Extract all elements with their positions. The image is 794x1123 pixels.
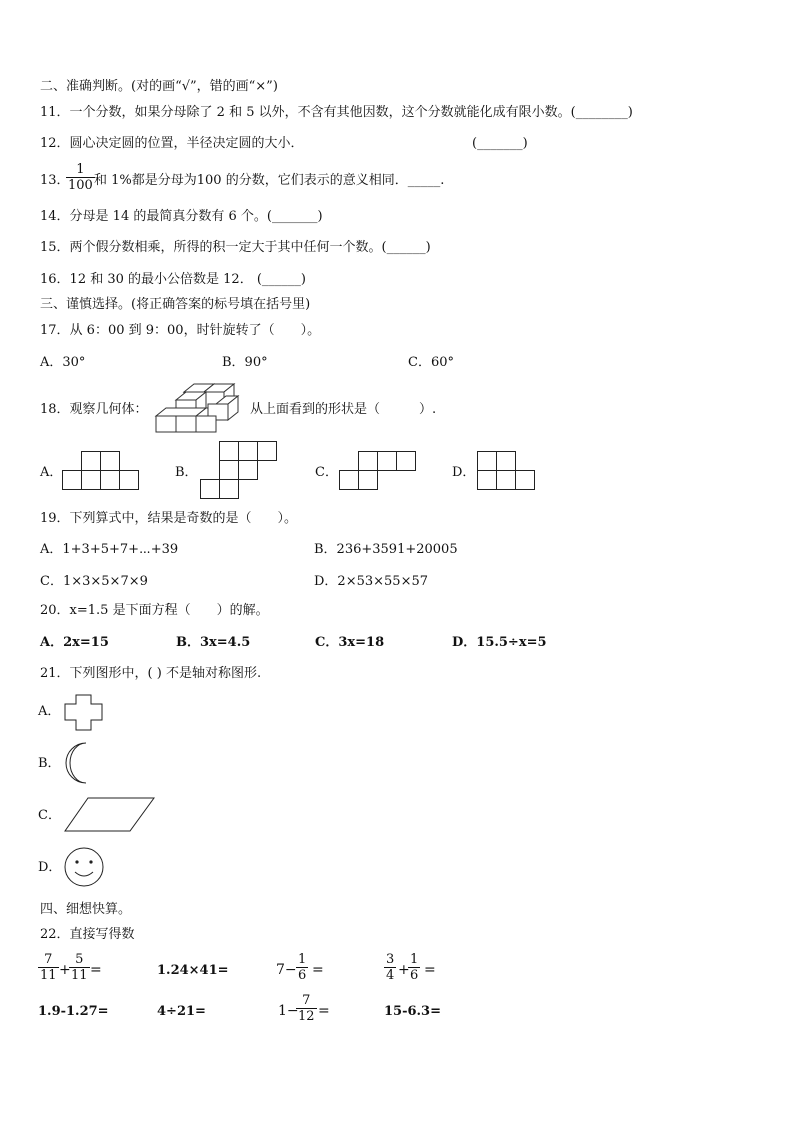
equals-sign: =	[312, 962, 324, 978]
fraction-1-6	[408, 952, 420, 983]
crescent-moon-shape[interactable]	[62, 741, 96, 785]
plus-sign: +	[59, 962, 71, 978]
question-22-stem: 22．直接写得数	[40, 927, 135, 942]
fraction-1-6	[296, 952, 308, 983]
equals-sign: =	[424, 962, 436, 978]
question-13-number: 13．	[40, 173, 70, 188]
question-text: 12 和 30 的最小公倍数是 12． (______)	[69, 272, 306, 287]
calc-1-minus: 1−	[278, 1003, 299, 1019]
question-number: 14．	[40, 209, 70, 224]
calc-4-div-21: 4÷21=	[157, 1004, 206, 1019]
calc-7-minus: 7−	[276, 962, 297, 978]
fraction-denominator: 6	[298, 968, 307, 983]
q21-option-a-label[interactable]: A．	[38, 704, 61, 719]
q19-option-c[interactable]: C．1×3×5×7×9	[40, 574, 148, 589]
question-text: 分母是 14 的最简真分数有 6 个。(_______)	[69, 209, 323, 224]
parallelogram-shape[interactable]	[64, 797, 156, 833]
fraction-denominator: 4	[386, 968, 395, 983]
question-11	[40, 105, 633, 121]
question-text: 两个假分数相乘，所得的积一定大于其中任何一个数。(______)	[69, 240, 431, 255]
fraction-5-11	[69, 952, 90, 983]
q20-option-d[interactable]: D．15.5÷x=5	[452, 635, 547, 650]
calc-15-minus-6-3: 15-6.3=	[384, 1004, 441, 1019]
fraction-7-12	[296, 993, 317, 1024]
fraction-7-11	[38, 952, 59, 983]
q20-option-a[interactable]: A．2x=15	[40, 635, 109, 650]
question-text: 圆心决定圆的位置，半径决定圆的大小．	[69, 136, 304, 151]
fraction-denominator: 6	[410, 968, 419, 983]
q19-option-b[interactable]: B．236+3591+20005	[314, 542, 458, 557]
q17-option-c[interactable]: C．60°	[408, 355, 454, 370]
question-18-stem-post: 从上面看到的形状是（ ）.	[250, 402, 437, 417]
question-number: 11．	[40, 105, 70, 120]
fraction-numerator: 1	[66, 162, 95, 178]
cross-shape[interactable]	[64, 694, 104, 732]
fraction-denominator: 12	[298, 1009, 315, 1024]
question-19-stem: 19．下列算式中，结果是奇数的是（ ）。	[40, 511, 298, 526]
fraction-1-over-100	[66, 162, 95, 193]
q18-option-d-grid[interactable]	[477, 451, 537, 491]
question-number: 15．	[40, 240, 70, 255]
question-17-stem: 17．从 6：00 到 9：00，时针旋转了（ ）。	[40, 323, 321, 338]
question-13-text: 和 1%都是分母为100 的分数，它们表示的意义相同．_____.	[94, 173, 445, 188]
question-18-stem-pre: 18．观察几何体：	[40, 402, 148, 417]
fraction-denominator: 11	[40, 968, 57, 983]
fraction-denominator: 11	[71, 968, 88, 983]
q18-option-c-label[interactable]: C．	[315, 465, 338, 480]
section-2-title: 二、准确判断。(对的画“√”，错的画“×”)	[40, 79, 278, 94]
q18-option-d-label[interactable]: D．	[452, 465, 476, 480]
question-14	[40, 209, 323, 225]
answer-blank-12[interactable]: (_______)	[472, 136, 528, 151]
q17-option-b[interactable]: B．90°	[222, 355, 268, 370]
fraction-numerator: 3	[386, 952, 395, 967]
question-number: 12．	[40, 136, 70, 151]
equals-sign: =	[318, 1003, 330, 1019]
q17-option-a[interactable]: A．30°	[40, 355, 86, 370]
q21-option-d-label[interactable]: D．	[38, 860, 62, 875]
fraction-numerator: 7	[38, 952, 59, 968]
q18-option-b-label[interactable]: B．	[175, 465, 198, 480]
q19-option-a[interactable]: A．1+3+5+7+⋯+39	[40, 542, 179, 557]
fraction-numerator: 7	[296, 993, 317, 1009]
equals-sign: =	[90, 962, 102, 978]
question-number: 16．	[40, 272, 70, 287]
question-16	[40, 272, 306, 288]
question-12	[40, 136, 304, 152]
question-15	[40, 240, 431, 256]
section-4-title: 四、细想快算。	[40, 902, 132, 917]
question-21-stem: 21．下列图形中，( ) 不是轴对称图形.	[40, 666, 262, 681]
q19-option-d[interactable]: D．2×53×55×57	[314, 574, 428, 589]
plus-sign: +	[398, 962, 410, 978]
calc-1-9-minus-1-27: 1.9-1.27=	[38, 1004, 109, 1019]
calc-1-24x41: 1.24×41=	[157, 963, 229, 978]
section-3-title: 三、谨慎选择。(将正确答案的标号填在括号里)	[40, 297, 311, 312]
q20-option-b[interactable]: B．3x=4.5	[176, 635, 251, 650]
q18-option-b-grid[interactable]	[200, 441, 278, 499]
question-text: 一个分数，如果分母除了 2 和 5 以外，不含有其他因数，这个分数就能化成有限小数。(________)	[69, 105, 633, 120]
fraction-numerator: 5	[69, 952, 90, 968]
q21-option-b-label[interactable]: B．	[38, 756, 61, 771]
q20-option-c[interactable]: C．3x=18	[315, 635, 385, 650]
fraction-numerator: 1	[410, 952, 419, 967]
smiley-face-shape[interactable]	[64, 847, 106, 889]
fraction-denominator: 100	[68, 178, 93, 193]
q18-option-a-label[interactable]: A．	[40, 465, 63, 480]
q18-option-c-grid[interactable]	[339, 451, 417, 491]
q21-option-c-label[interactable]: C．	[38, 808, 61, 823]
fraction-numerator: 1	[298, 952, 307, 967]
q18-option-a-grid[interactable]	[62, 451, 140, 491]
question-20-stem: 20．x=1.5 是下面方程（ ）的解。	[40, 603, 269, 618]
geometric-solid-figure	[154, 380, 244, 436]
fraction-3-4	[384, 952, 396, 983]
